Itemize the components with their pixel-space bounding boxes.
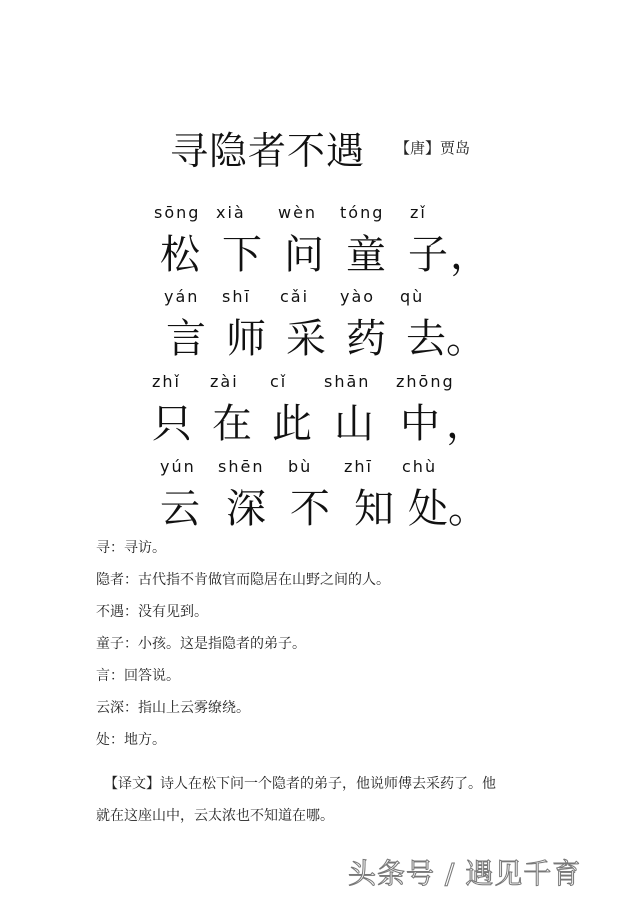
pinyin: yún — [160, 457, 196, 476]
translation-line-2: 就在这座山中，云太浓也不知道在哪。 — [96, 808, 334, 824]
annotation-list — [96, 538, 556, 762]
hanzi-punctuation: 。 — [446, 316, 486, 362]
hanzi: 下 — [222, 232, 262, 278]
hanzi: 知 — [354, 486, 394, 532]
hanzi: 在 — [212, 401, 252, 447]
pinyin: xià — [216, 203, 246, 222]
pinyin: zhǐ — [152, 372, 181, 391]
annotation-item: 云深：指山上云雾缭绕。 — [96, 700, 250, 716]
pinyin: yán — [164, 287, 200, 306]
hanzi: 子 — [408, 232, 448, 278]
annotation-item: 隐者：古代指不肯做官而隐居在山野之间的人。 — [96, 572, 390, 588]
hanzi: 深 — [226, 486, 266, 532]
translation-paragraph — [96, 768, 536, 832]
hanzi: 中 — [400, 401, 440, 447]
pinyin: sōng — [154, 203, 201, 222]
hanzi: 去 — [406, 316, 446, 362]
hanzi: 童 — [346, 232, 386, 278]
translation-line-1: 【译文】诗人在松下问一个隐者的弟子，他说师傅去采药了。他 — [104, 776, 496, 792]
pinyin: shān — [324, 372, 371, 391]
hanzi: 松 — [160, 232, 200, 278]
hanzi-punctuation: ， — [450, 232, 490, 278]
hanzi: 云 — [160, 486, 200, 532]
hanzi: 问 — [284, 232, 324, 278]
pinyin: yào — [340, 287, 376, 306]
hanzi-punctuation: ， — [446, 401, 486, 447]
watermark: 头条号 / 遇见千育 — [348, 857, 582, 890]
pinyin: shī — [222, 287, 251, 306]
hanzi: 采 — [286, 316, 326, 362]
annotation-item: 言：回答说。 — [96, 668, 180, 684]
hanzi-punctuation: 。 — [448, 486, 488, 532]
pinyin: tóng — [340, 203, 385, 222]
annotation-item: 寻：寻访。 — [96, 540, 166, 556]
hanzi: 山 — [334, 401, 374, 447]
pinyin: qù — [400, 287, 425, 306]
pinyin: zhōng — [396, 372, 455, 391]
poem-title: 寻隐者不遇 — [170, 129, 366, 173]
pinyin: bù — [288, 457, 313, 476]
annotation-item: 童子：小孩。这是指隐者的弟子。 — [96, 636, 306, 652]
hanzi: 只 — [152, 401, 192, 447]
poem-author: 【唐】贾岛 — [395, 139, 471, 157]
annotation-item: 处：地方。 — [96, 732, 166, 748]
pinyin: cǐ — [270, 372, 288, 391]
pinyin: cǎi — [280, 287, 310, 306]
hanzi: 此 — [272, 401, 312, 447]
annotation-item: 不遇：没有见到。 — [96, 604, 208, 620]
hanzi: 不 — [290, 486, 330, 532]
hanzi: 药 — [346, 316, 386, 362]
hanzi: 师 — [226, 316, 266, 362]
pinyin: zhī — [344, 457, 373, 476]
hanzi: 处 — [408, 486, 448, 532]
pinyin: shēn — [218, 457, 265, 476]
hanzi: 言 — [166, 316, 206, 362]
pinyin: wèn — [278, 203, 318, 222]
pinyin: chù — [402, 457, 438, 476]
pinyin: zǐ — [410, 203, 427, 222]
pinyin: zài — [210, 372, 239, 391]
